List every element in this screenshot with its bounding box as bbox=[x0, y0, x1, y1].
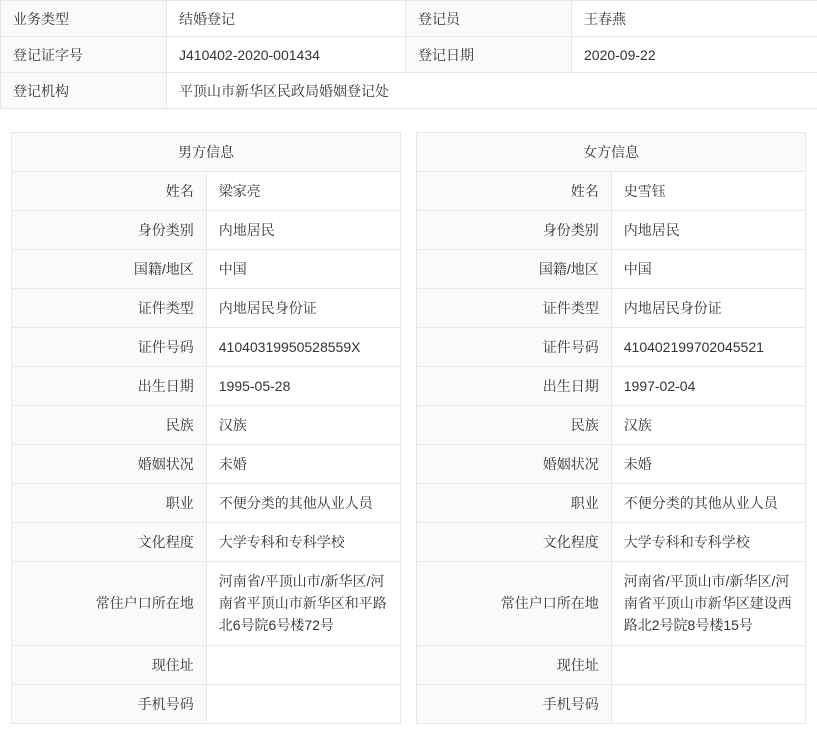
field-label-registrar: 登记员 bbox=[406, 1, 572, 37]
male-value-birth-date: 1995-05-28 bbox=[206, 366, 400, 405]
female-label-current-address: 现住址 bbox=[417, 645, 611, 684]
female-value-id-number: 410402199702045521 bbox=[611, 327, 805, 366]
male-value-id-type: 内地居民身份证 bbox=[206, 288, 400, 327]
female-value-ethnicity: 汉族 bbox=[611, 405, 805, 444]
table-row bbox=[417, 561, 806, 645]
female-value-birth-date: 1997-02-04 bbox=[611, 366, 805, 405]
male-label-id-number: 证件号码 bbox=[12, 327, 206, 366]
female-label-nationality: 国籍/地区 bbox=[417, 249, 611, 288]
male-value-education: 大学专科和专科学校 bbox=[206, 522, 400, 561]
table-row bbox=[417, 171, 806, 210]
field-value-registration-date: 2020-09-22 bbox=[572, 37, 817, 73]
male-value-ethnicity: 汉族 bbox=[206, 405, 400, 444]
female-label-education: 文化程度 bbox=[417, 522, 611, 561]
female-value-nationality: 中国 bbox=[611, 249, 805, 288]
female-label-ethnicity: 民族 bbox=[417, 405, 611, 444]
male-value-marital-status: 未婚 bbox=[206, 444, 400, 483]
field-value-registration-org: 平顶山市新华区民政局婚姻登记处 bbox=[167, 73, 817, 109]
female-value-name: 史雪钰 bbox=[611, 171, 805, 210]
male-value-nationality: 中国 bbox=[206, 249, 400, 288]
male-value-occupation: 不便分类的其他从业人员 bbox=[206, 483, 400, 522]
table-row bbox=[12, 288, 401, 327]
female-value-phone bbox=[611, 684, 805, 723]
male-label-occupation: 职业 bbox=[12, 483, 206, 522]
female-label-id-number: 证件号码 bbox=[417, 327, 611, 366]
female-value-identity-type: 内地居民 bbox=[611, 210, 805, 249]
table-row bbox=[417, 645, 806, 684]
male-label-household-address: 常住户口所在地 bbox=[12, 561, 206, 645]
female-value-household-address: 河南省/平顶山市/新华区/河南省平顶山市新华区建设西路北2号院8号楼15号 bbox=[611, 561, 805, 645]
table-row bbox=[12, 133, 401, 171]
male-value-id-number: 41040319950528559X bbox=[206, 327, 400, 366]
female-info-table bbox=[416, 132, 806, 724]
field-value-certificate-number: J410402-2020-001434 bbox=[167, 37, 406, 73]
table-row bbox=[417, 444, 806, 483]
male-label-phone: 手机号码 bbox=[12, 684, 206, 723]
male-label-current-address: 现住址 bbox=[12, 645, 206, 684]
male-label-education: 文化程度 bbox=[12, 522, 206, 561]
table-row bbox=[12, 327, 401, 366]
female-value-education: 大学专科和专科学校 bbox=[611, 522, 805, 561]
table-row bbox=[1, 1, 817, 37]
table-row bbox=[417, 249, 806, 288]
table-row bbox=[1, 73, 817, 109]
table-row bbox=[417, 366, 806, 405]
table-row bbox=[12, 684, 401, 723]
male-info-title: 男方信息 bbox=[12, 133, 401, 171]
female-label-identity-type: 身份类别 bbox=[417, 210, 611, 249]
table-row bbox=[12, 366, 401, 405]
male-label-identity-type: 身份类别 bbox=[12, 210, 206, 249]
field-label-registration-org: 登记机构 bbox=[1, 73, 167, 109]
female-label-household-address: 常住户口所在地 bbox=[417, 561, 611, 645]
table-row bbox=[12, 210, 401, 249]
female-label-name: 姓名 bbox=[417, 171, 611, 210]
male-label-nationality: 国籍/地区 bbox=[12, 249, 206, 288]
male-value-name: 梁家亮 bbox=[206, 171, 400, 210]
male-label-name: 姓名 bbox=[12, 171, 206, 210]
field-label-registration-date: 登记日期 bbox=[406, 37, 572, 73]
table-row bbox=[12, 483, 401, 522]
table-row bbox=[12, 561, 401, 645]
male-value-current-address bbox=[206, 645, 400, 684]
table-row bbox=[417, 684, 806, 723]
female-label-phone: 手机号码 bbox=[417, 684, 611, 723]
male-value-phone bbox=[206, 684, 400, 723]
female-value-marital-status: 未婚 bbox=[611, 444, 805, 483]
female-info-title: 女方信息 bbox=[417, 133, 806, 171]
male-label-marital-status: 婚姻状况 bbox=[12, 444, 206, 483]
table-row bbox=[12, 405, 401, 444]
table-row bbox=[417, 133, 806, 171]
male-label-id-type: 证件类型 bbox=[12, 288, 206, 327]
table-row bbox=[12, 249, 401, 288]
male-info-table bbox=[11, 132, 401, 724]
male-label-ethnicity: 民族 bbox=[12, 405, 206, 444]
table-row bbox=[12, 522, 401, 561]
table-row bbox=[12, 171, 401, 210]
table-row bbox=[12, 444, 401, 483]
table-row bbox=[417, 522, 806, 561]
male-value-identity-type: 内地居民 bbox=[206, 210, 400, 249]
summary-table bbox=[0, 0, 817, 109]
table-row bbox=[417, 210, 806, 249]
female-value-occupation: 不便分类的其他从业人员 bbox=[611, 483, 805, 522]
field-value-business-type: 结婚登记 bbox=[167, 1, 406, 37]
male-label-birth-date: 出生日期 bbox=[12, 366, 206, 405]
table-row bbox=[417, 483, 806, 522]
female-label-id-type: 证件类型 bbox=[417, 288, 611, 327]
table-row bbox=[1, 37, 817, 73]
table-row bbox=[417, 288, 806, 327]
female-value-current-address bbox=[611, 645, 805, 684]
field-label-certificate-number: 登记证字号 bbox=[1, 37, 167, 73]
female-value-id-type: 内地居民身份证 bbox=[611, 288, 805, 327]
table-row bbox=[12, 645, 401, 684]
field-value-registrar: 王春燕 bbox=[572, 1, 817, 37]
field-label-business-type: 业务类型 bbox=[1, 1, 167, 37]
table-row bbox=[417, 327, 806, 366]
male-value-household-address: 河南省/平顶山市/新华区/河南省平顶山市新华区和平路北6号院6号楼72号 bbox=[206, 561, 400, 645]
female-label-occupation: 职业 bbox=[417, 483, 611, 522]
female-label-marital-status: 婚姻状况 bbox=[417, 444, 611, 483]
person-tables-container bbox=[0, 132, 817, 724]
female-label-birth-date: 出生日期 bbox=[417, 366, 611, 405]
table-row bbox=[417, 405, 806, 444]
